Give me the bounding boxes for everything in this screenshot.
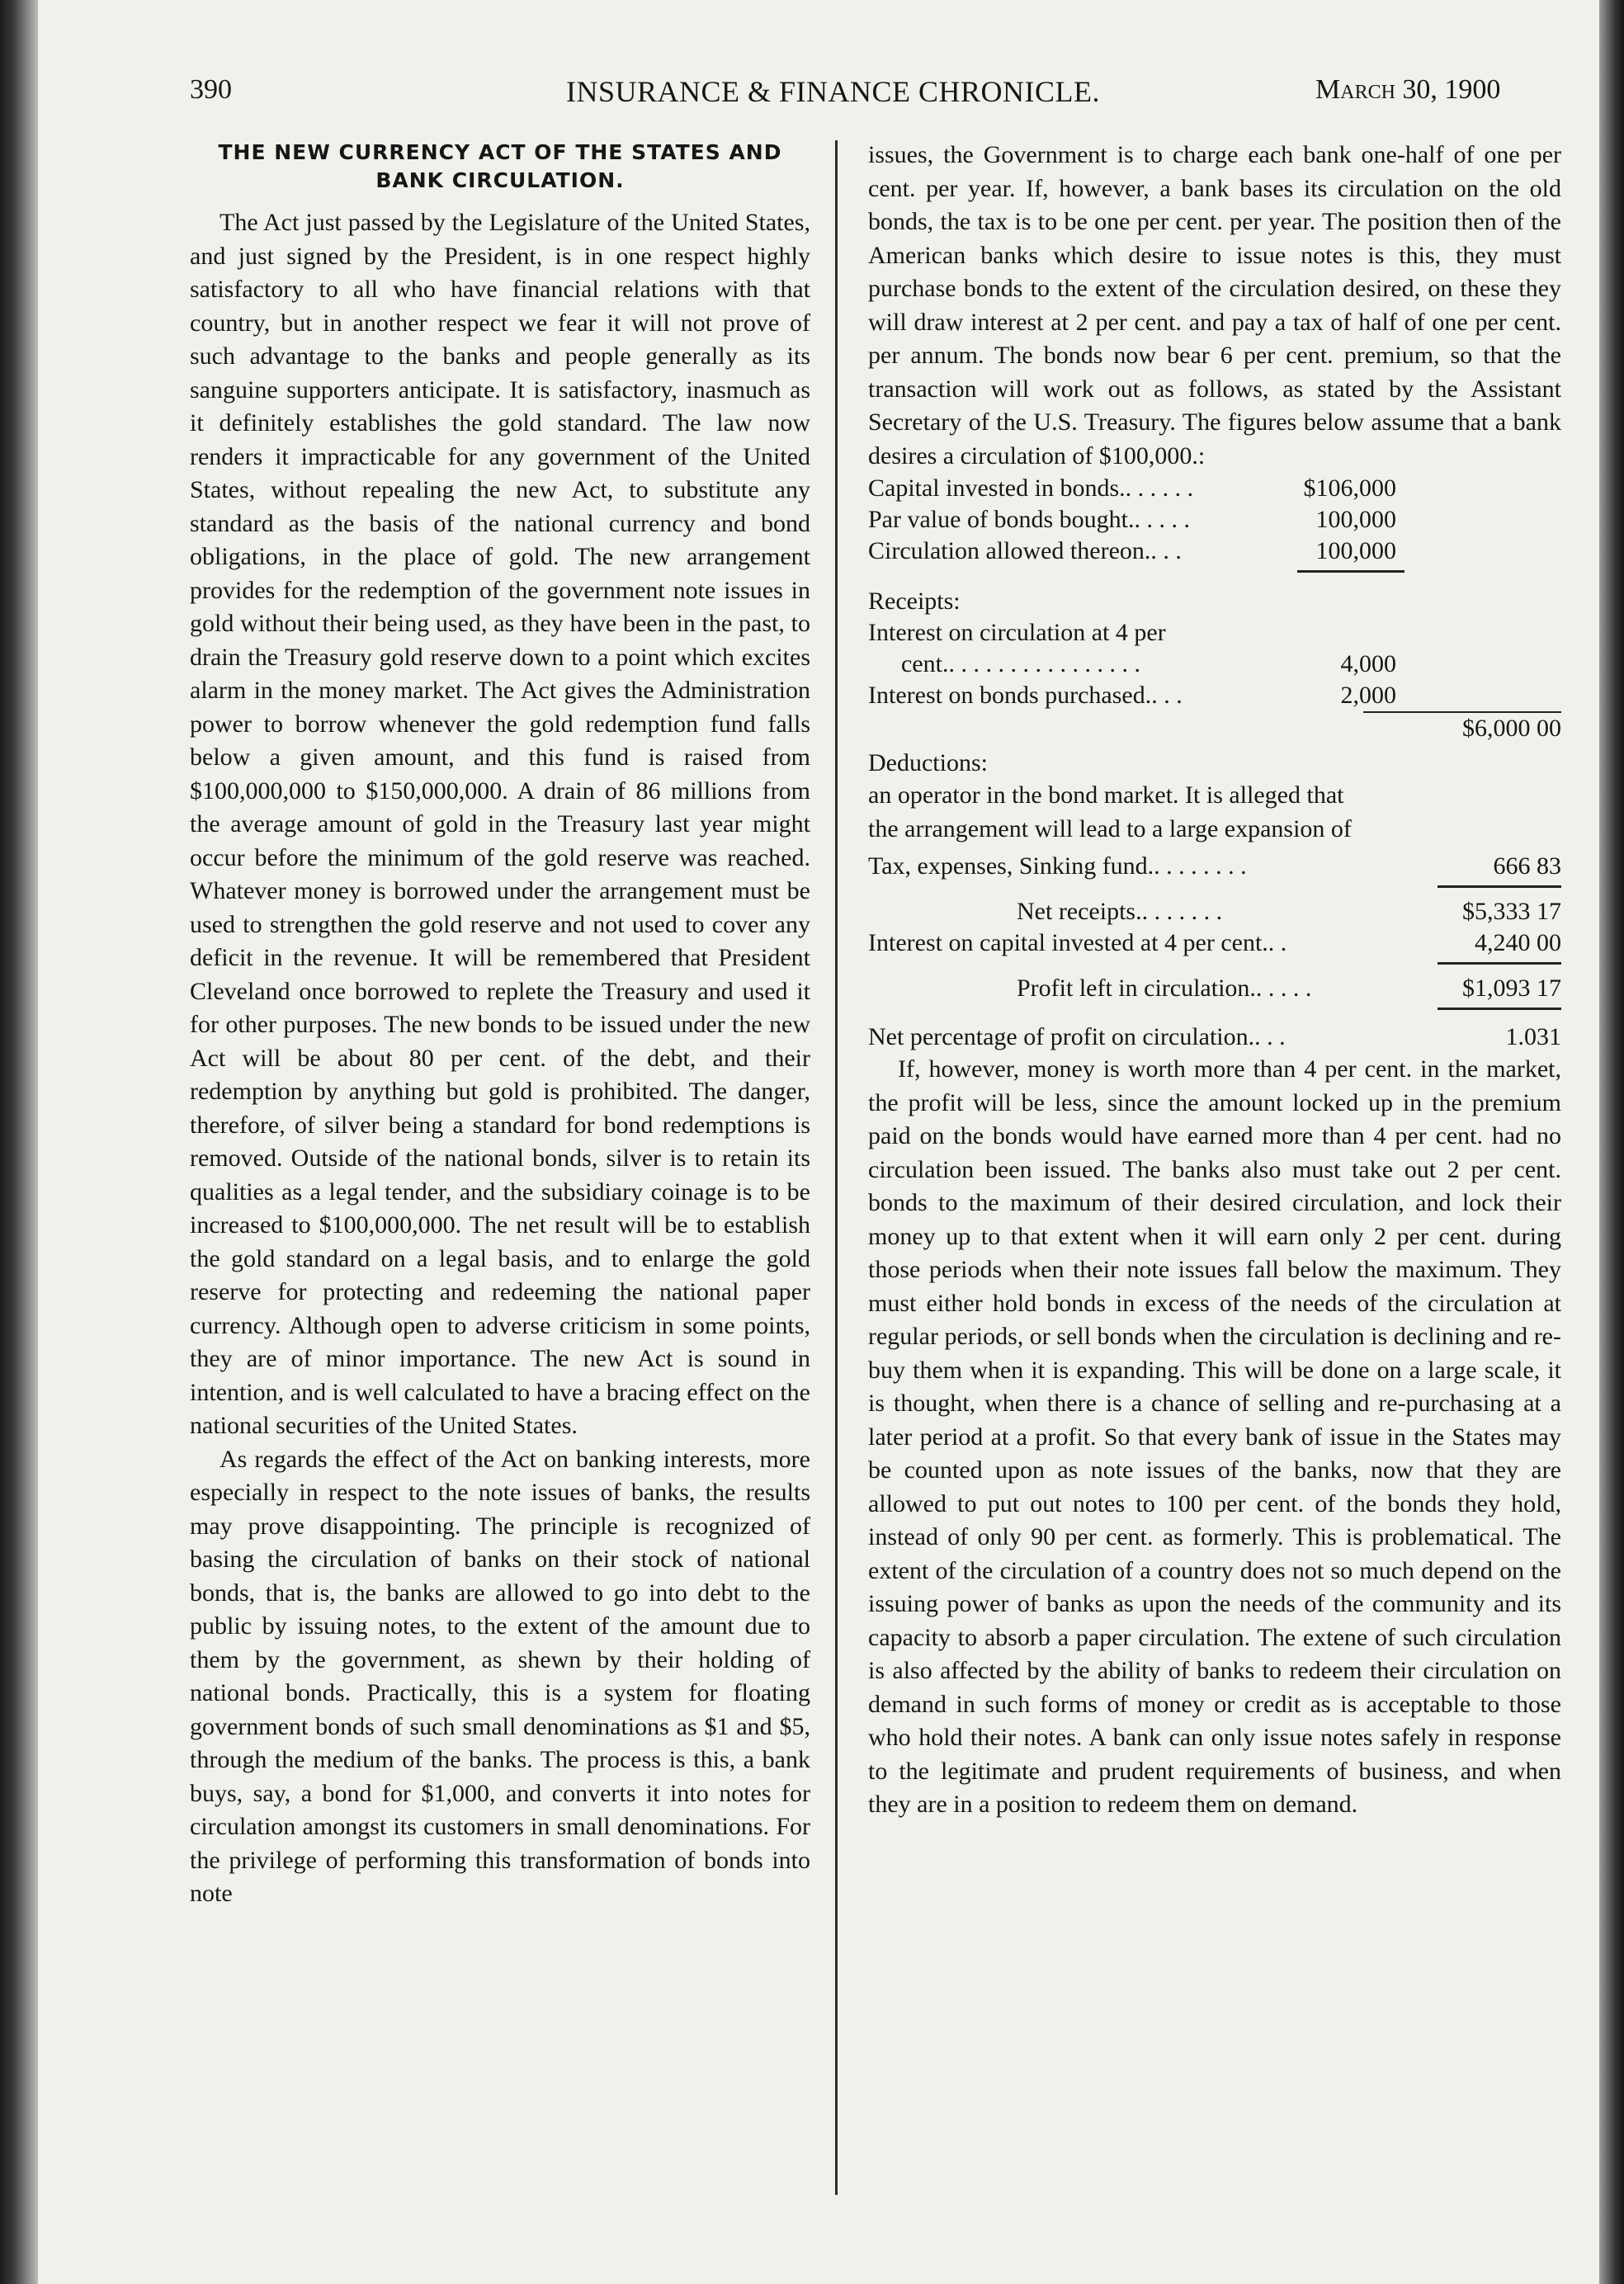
document-page [38, 0, 1599, 2284]
row-label: Par value of bonds bought.. . . . . [868, 506, 1190, 533]
row-amount: 1.031 [1505, 1023, 1561, 1050]
sum-rule [1438, 962, 1561, 965]
article-paragraph: If, however, money is worth more than 4 per cent. in the market, the profit will be less, since the amount locked up in the premium paid on the bonds would have earned more than 4 per cent. had no circulation been issued. The banks also must take out 2 per cent. bonds to the maximum of their desired circulation, and lock their money up to that extent when it will earn only 2 per cent. during those periods when their note issues fall below the maximum. They must either hold bonds in excess of the needs of the circulation at regular periods, or sell bonds when the circulation is declining and re-buy them when it is expanding. This will be done on a large scale, it is thought, when there is a chance of selling and re-purchasing at a later period at a profit. So that every bank of issue in the States may be counted upon as note issues of the banks, now that they are allowed to put out notes to 100 per cent. of the bonds they hold, instead of only 90 per cent. as formerly. This is problematical. The extent of the circulation of a country does not so much depend on the issuing power of banks as upon the needs of the community and its capacity to absorb a paper circulation. The extene of such circulation is also affected by the ability of banks to redeem their circulation on demand in such forms of money or credit as is acceptable to those who hold their notes. A bank can only issue notes safely in response to the legitimate and prudent requirements of business, and when they are in a position to redeem them on demand. [868, 1055, 1561, 1818]
page-binding-shadow [0, 0, 38, 2284]
receipts-total: $6,000 00 [1363, 711, 1561, 744]
article-title: THE NEW CURRENCY ACT OF THE STATES AND BANK CIRCULATION. [218, 140, 782, 192]
right-column [868, 139, 1561, 1822]
running-title: INSURANCE & FINANCE CHRONICLE. [566, 75, 1101, 108]
row-label: Net receipts.. . . . . . . [1017, 898, 1223, 925]
row-label: Net percentage of profit on circulation.. . . [868, 1023, 1286, 1050]
misplaced-text-line: an operator in the bond market. It is alleged that [868, 781, 1344, 809]
misplaced-text-line: the arrangement will lead to a large expansion of [868, 814, 1352, 842]
row-amount: 4,240 00 [1475, 929, 1561, 956]
page-edge-shadow [1599, 0, 1624, 2284]
row-amount: $5,333 17 [1462, 898, 1561, 925]
row-label: Interest on circulation at 4 per [868, 619, 1166, 646]
row-amount: 2,000 [1340, 682, 1396, 709]
article-paragraph: As regards the effect of the Act on banking interests, more especially in respect to the note issues of banks, the results may prove disappointing. The principle is recognized of basing the circulation of banks on their stock of national bonds, that is, the banks are allowed to go into debt to the public by issuing notes, to the extent of the amount due to them by the government, as shewn by their holding of national bonds. Practically, this is a system for floating government bonds of such small denominations as $1 and $5, through the medium of the banks. The process is this, a bank buys, say, a bond for $1,000, and converts it into notes for circulation amongst its customers in small denominations. For the privilege of performing this transformation of bonds into note [190, 1445, 810, 1907]
sum-rule [1438, 1008, 1561, 1010]
table-row [868, 680, 1396, 711]
receipts-total-row [868, 711, 1561, 744]
row-amount: 666 83 [1493, 852, 1561, 880]
table-row [868, 504, 1396, 536]
deductions-heading: Deductions: [868, 749, 988, 776]
row-label: Capital invested in bonds.. . . . . . [868, 474, 1194, 502]
sum-rule [1438, 885, 1561, 888]
page-number: 390 [190, 74, 232, 105]
net-percentage-row [868, 1022, 1561, 1053]
profit-left-row [868, 973, 1561, 1004]
table-row [868, 617, 1396, 649]
table-row [868, 536, 1396, 567]
publication-date: March 30, 1900 [1315, 74, 1501, 105]
interest-capital-row [868, 927, 1561, 959]
capital-table [868, 473, 1396, 573]
article-paragraph: issues, the Government is to charge each bank one-half of one per cent. per year. If, however, a bank bases its circulation on the old bonds, the tax is to be one per cent. per year. The position then of the American banks which desire to issue notes is this, they must purchase bonds to the extent of the circulation desired, on these they will draw interest at 2 per cent. and pay a tax of half of one per cent. per annum. The bonds now bear 6 per cent. premium, so that the transaction will work out as follows, as stated by the Assistant Secretary of the U.S. Treasury. The figures below assume that a bank desires a circulation of $100,000.: [868, 141, 1561, 470]
receipts-heading: Receipts: [868, 588, 961, 615]
sum-rule [1297, 570, 1404, 573]
table-row [868, 649, 1396, 680]
row-label: cent.. . . . . . . . . . . . . . . . [901, 650, 1140, 677]
row-label: Tax, expenses, Sinking fund.. . . . . . . . [868, 852, 1247, 880]
page-header [38, 74, 1599, 124]
row-label: Interest on bonds purchased.. . . [868, 682, 1183, 709]
row-label: Profit left in circulation.. . . . . [1017, 974, 1312, 1002]
row-amount: $106,000 [1303, 474, 1396, 502]
receipts-table [868, 617, 1396, 711]
left-column [190, 139, 810, 1911]
column-divider [835, 140, 838, 2195]
deduction-row [868, 851, 1561, 882]
row-label: Circulation allowed thereon.. . . [868, 537, 1182, 564]
row-amount: 100,000 [1315, 506, 1396, 533]
article-paragraph: The Act just passed by the Legislature of the United States, and just signed by the President, is in one respect highly satisfactory to all who have financial relations with that country, but in another respect we fear it will not prove of such advantage to the banks and people generally as its sanguine supporters anticipate. It is satisfactory, inasmuch as it definitely establishes the gold standard. The law now renders it impracticable for any government of the United States, without repealing the new Act, to substitute any standard as the basis of the national currency and bond obligations, in the place of gold. The new arrangement provides for the redemption of the government note issues in gold without their being used, as they have been in the past, to drain the Treasury gold reserve down to a point which excites alarm in the money market. The Act gives the Administration power to borrow whenever the gold redemption fund falls below a given amount, and this fund is raised from $100,000,000 to $150,000,000. A drain of 86 millions from the average amount of gold in the Treasury last year might occur before the minimum of the gold reserve was reached. Whatever money is borrowed under the arrangement must be used to strengthen the gold reserve and not used to cover any deficit in the revenue. It will be remembered that President Cleveland once borrowed to replete the Treasury and used it for other purposes. The new bonds to be issued under the new Act will be about 80 per cent. of the debt, and their redemption by anything but gold is prohibited. The danger, therefore, of silver being a standard for bond redemptions is removed. Outside of the national bonds, silver is to retain its qualities as a legal tender, and the subsidiary coinage is to be increased to $100,000,000. The net result will be to establish the gold standard on a legal basis, and to enlarge the gold reserve for protecting and redeeming the national paper currency. Although open to adverse criticism in some points, they are of minor importance. The new Act is sound in intention, and is well calculated to have a bracing effect on the national securities of the United States. [190, 209, 810, 1439]
row-amount: $1,093 17 [1462, 974, 1561, 1002]
net-receipts-row [868, 896, 1561, 927]
row-amount: 100,000 [1315, 537, 1396, 564]
row-amount: 4,000 [1340, 650, 1396, 677]
row-label: Interest on capital invested at 4 per cent.. . [868, 929, 1287, 956]
table-row [868, 473, 1396, 504]
